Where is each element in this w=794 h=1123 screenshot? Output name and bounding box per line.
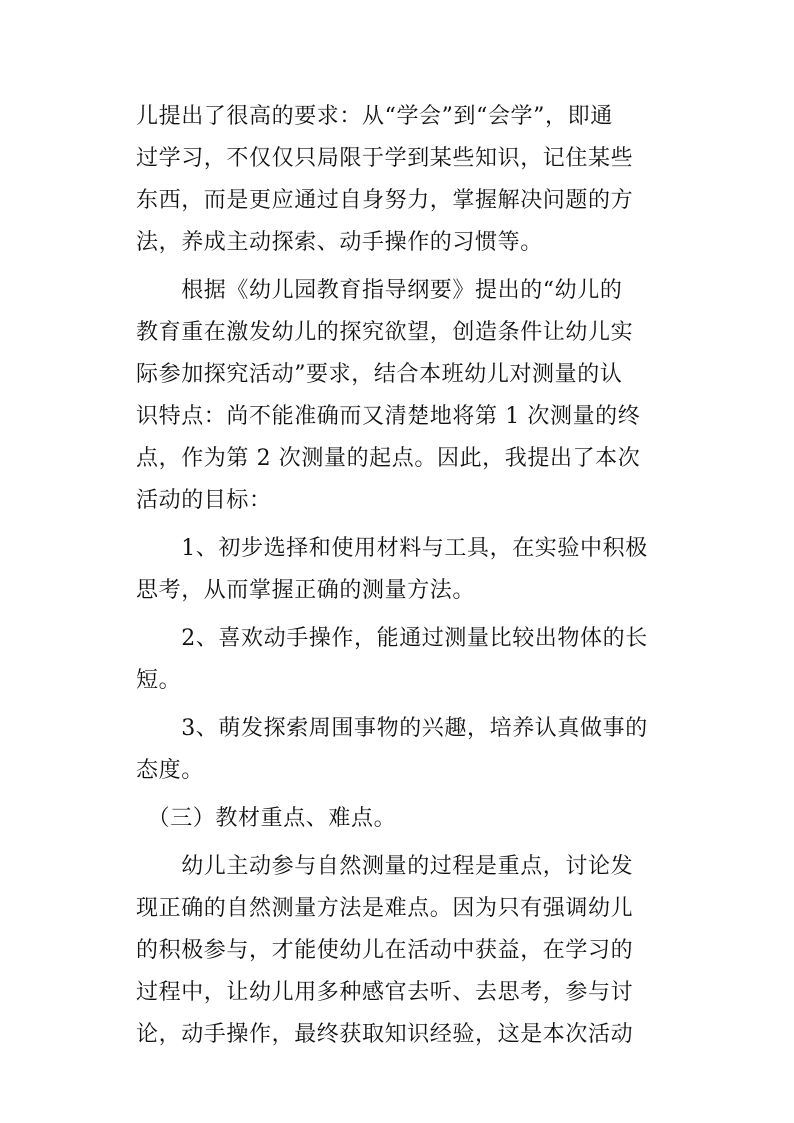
text-line: 根据《幼儿园教育指导纲要》提出的“幼儿的 <box>136 278 623 303</box>
text-line: 过程中，让幼儿用多种感官去听、去思考，参与讨 <box>136 980 634 1005</box>
text-line: 2、喜欢动手操作，能通过测量比较出物体的长 <box>136 626 648 651</box>
paragraph <box>136 618 664 702</box>
section-heading <box>136 798 664 840</box>
text-line: 1、初步选择和使用材料与工具，在实验中积极 <box>136 536 648 561</box>
text-line: 东西，而是更应通过自身努力，掌握解决问题的方 <box>136 188 634 213</box>
text-line: 现正确的自然测量方法是难点。因为只有强调幼儿 <box>136 896 634 921</box>
text-line: 法，养成主动探索、动手操作的习惯等。 <box>136 230 543 255</box>
text-line: 过学习，不仅仅只局限于学到某些知识，记住某些 <box>136 146 634 171</box>
text-line: 活动的目标： <box>136 488 272 513</box>
text-line: 儿提出了很高的要求：从“学会”到“会学”，即通 <box>136 104 613 129</box>
body-text <box>136 96 664 1056</box>
paragraph <box>136 708 664 792</box>
text-line: 的积极参与，才能使幼儿在活动中获益，在学习的 <box>136 938 634 963</box>
paragraph <box>136 528 664 612</box>
text-line: 思考，从而掌握正确的测量方法。 <box>136 578 476 603</box>
text-line: 论，动手操作，最终获取知识经验，这是本次活动 <box>136 1022 634 1047</box>
text-line: （三）教材重点、难点。 <box>136 806 397 831</box>
text-line: 短。 <box>136 668 182 693</box>
text-line: 际参加探究活动”要求，结合本班幼儿对测量的认 <box>136 362 623 387</box>
paragraph <box>136 270 664 522</box>
text-line: 点，作为第 2 次测量的起点。因此，我提出了本次 <box>136 446 641 471</box>
text-line: 幼儿主动参与自然测量的过程是重点，讨论发 <box>136 854 634 879</box>
text-line: 态度。 <box>136 758 204 783</box>
paragraph <box>136 96 664 264</box>
text-line: 识特点：尚不能准确而又清楚地将第 1 次测量的终 <box>136 404 641 429</box>
paragraph <box>136 846 664 1056</box>
text-line: 教育重在激发幼儿的探究欲望，创造条件让幼儿实 <box>136 320 634 345</box>
text-line: 3、萌发探索周围事物的兴趣，培养认真做事的 <box>136 716 648 741</box>
